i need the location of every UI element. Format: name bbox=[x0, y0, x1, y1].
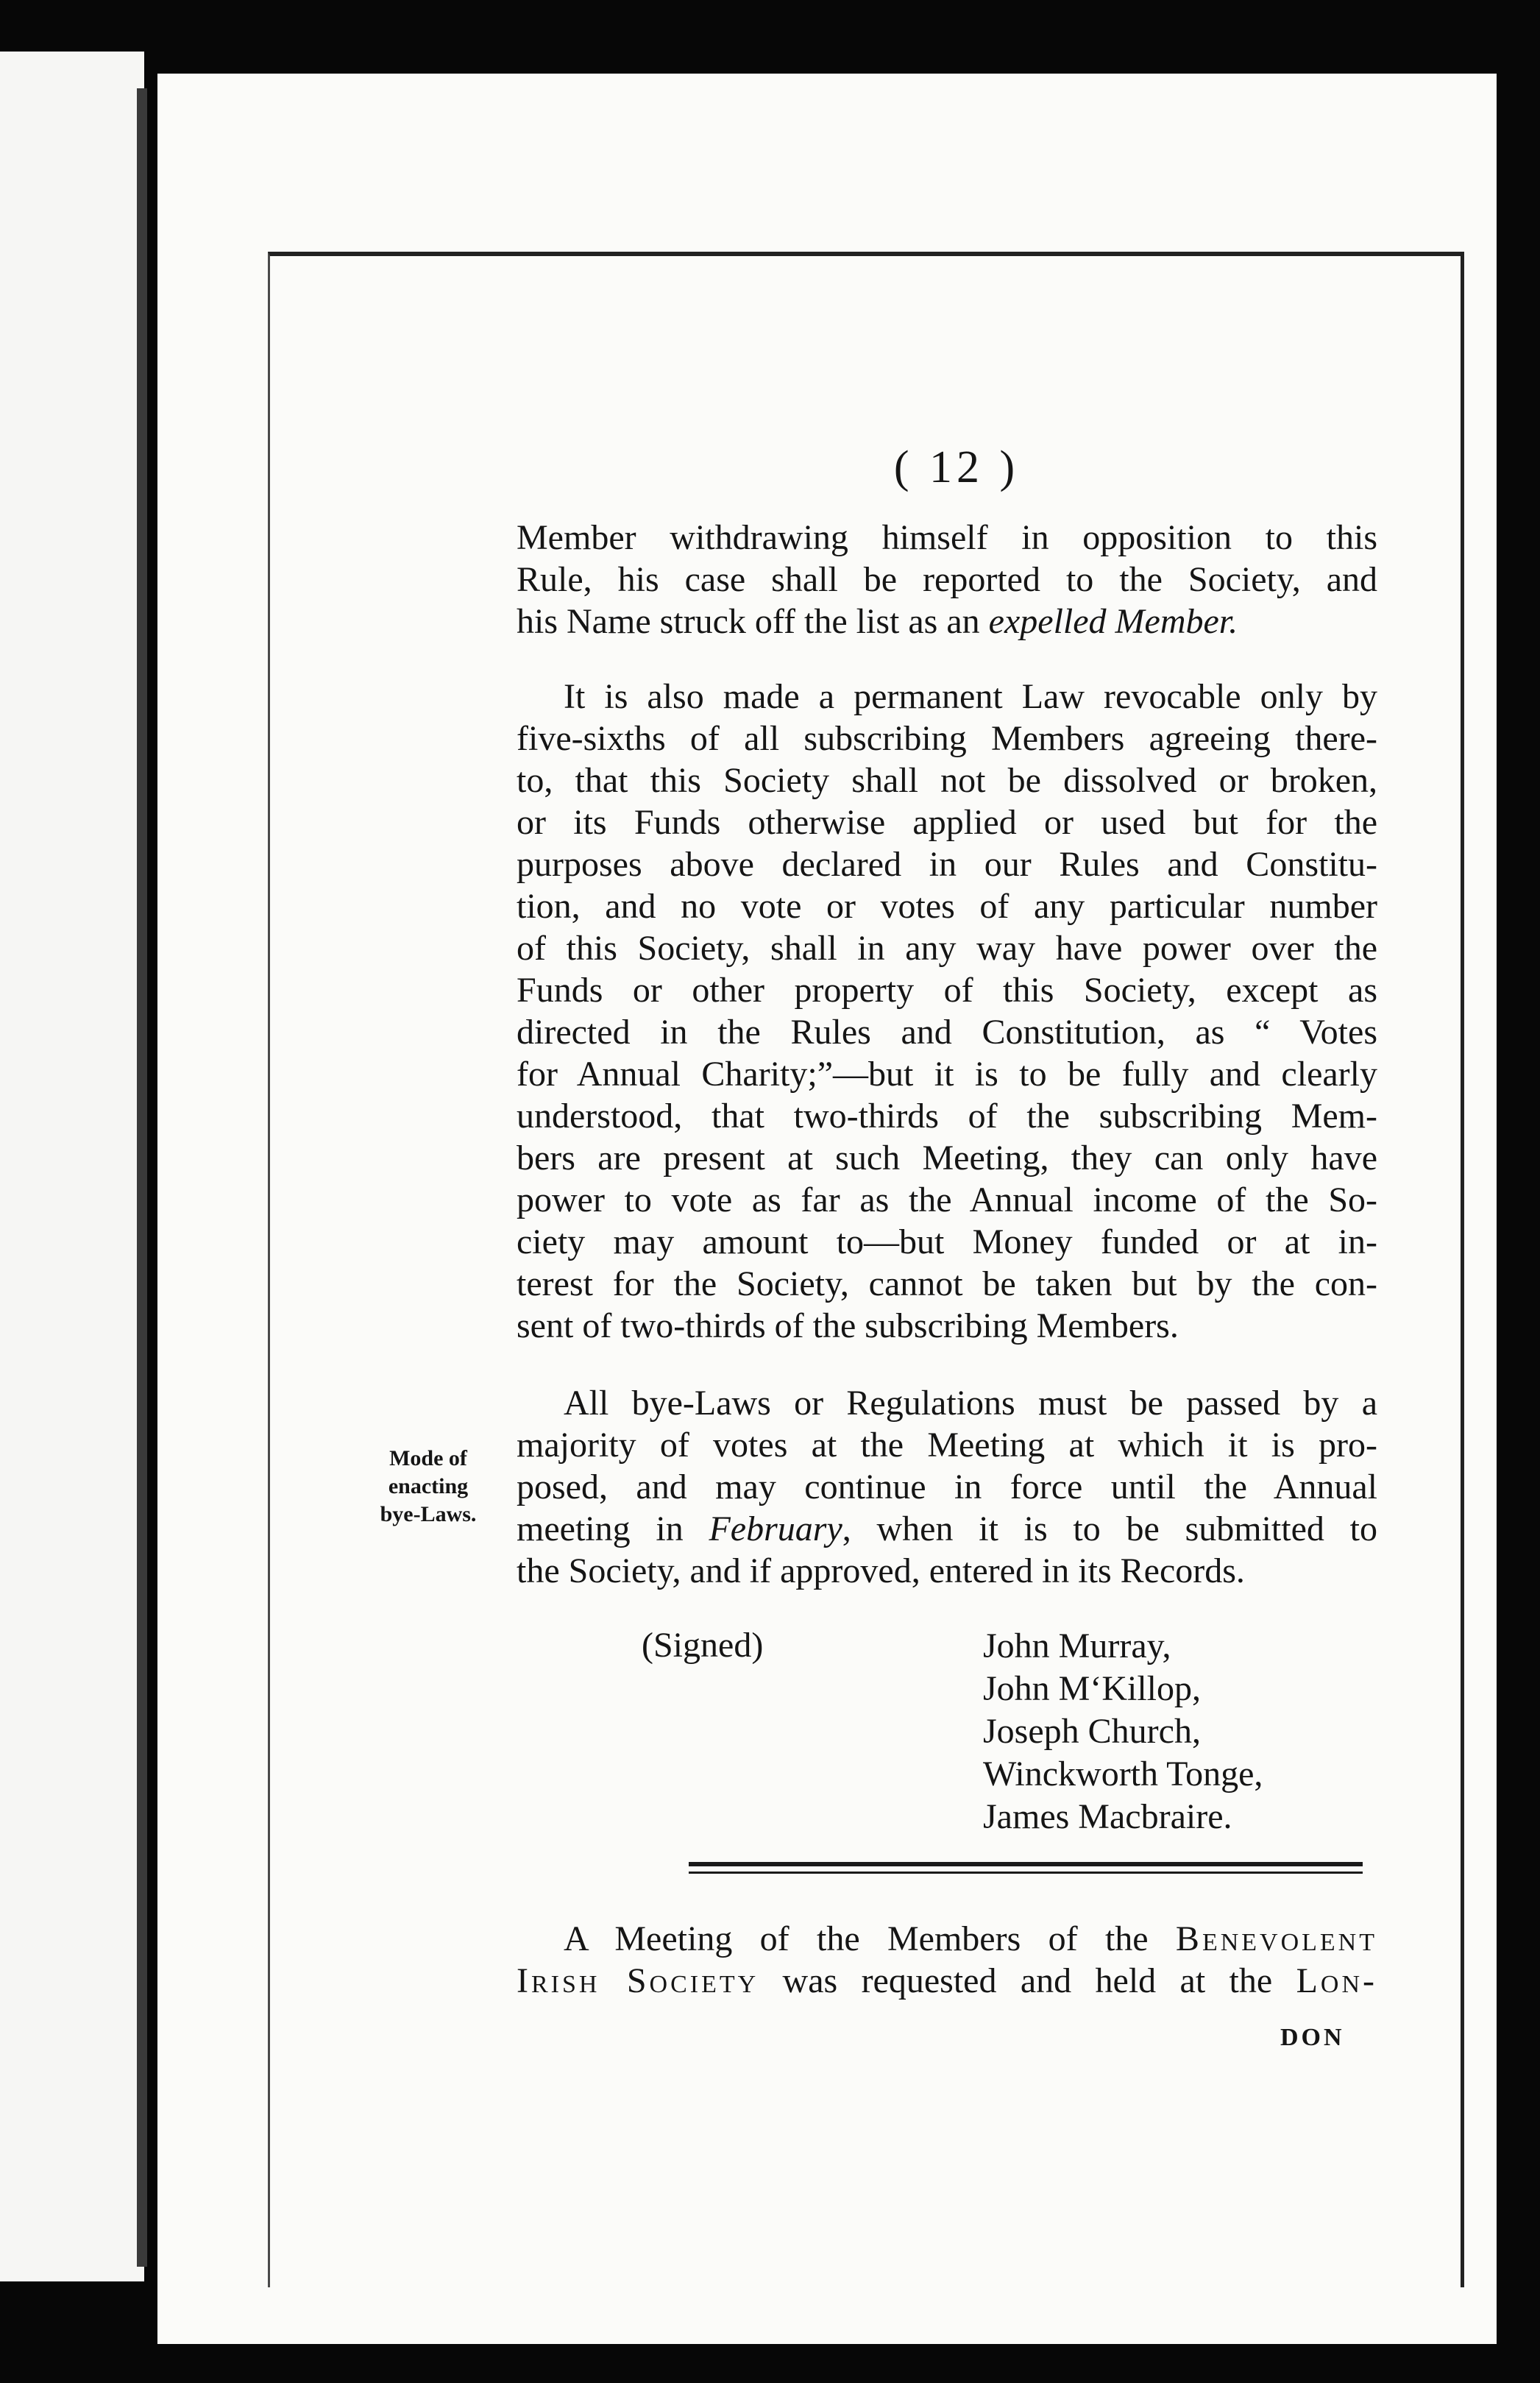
signatory: James Macbraire. bbox=[983, 1797, 1232, 1836]
text-line: Irish Society was requested and held at the Lon- bbox=[517, 1961, 1377, 2000]
paragraph-expulsion bbox=[517, 517, 1377, 642]
text-line: sent of two-thirds of the subscribing Members. bbox=[517, 1306, 1179, 1345]
section-divider bbox=[689, 1862, 1363, 1874]
text-line: meeting in February, when it is to be submitted to bbox=[517, 1509, 1378, 1548]
signatory: Joseph Church, bbox=[983, 1712, 1201, 1751]
signatory: John Murray, bbox=[983, 1626, 1171, 1665]
page-number: ( 12 ) bbox=[893, 442, 1020, 492]
text-line: Member withdrawing himself in opposition to this bbox=[517, 518, 1377, 557]
margin-note-line: Mode of bbox=[389, 1446, 467, 1470]
text-line: ciety may amount to—but Money funded or at in- bbox=[517, 1222, 1377, 1261]
text-line: for Annual Charity;”—but it is to be fully and clearly bbox=[517, 1055, 1377, 1094]
text-line: the Society, and if approved, entered in its Records. bbox=[517, 1551, 1245, 1590]
text-line: tion, and no vote or votes of any particular number bbox=[517, 887, 1377, 926]
text-line: to, that this Society shall not be dissolved or broken, bbox=[517, 761, 1377, 800]
signed-label: (Signed) bbox=[642, 1626, 764, 1665]
text-line: understood, that two-thirds of the subscribing Mem- bbox=[517, 1097, 1377, 1136]
text-line: terest for the Society, cannot be taken but by the con- bbox=[517, 1264, 1377, 1303]
text-line: It is also made a permanent Law revocable only by bbox=[564, 677, 1377, 716]
text-line: or its Funds otherwise applied or used but for the bbox=[517, 803, 1377, 842]
text-line: All bye-Laws or Regulations must be passed by a bbox=[564, 1384, 1377, 1423]
facing-page-edge bbox=[0, 52, 144, 2281]
paragraph-meeting bbox=[517, 1918, 1377, 2002]
text-line: bers are present at such Meeting, they can only have bbox=[517, 1139, 1377, 1178]
paragraph-permanent-law bbox=[517, 676, 1377, 1347]
margin-note-line: bye-Laws. bbox=[380, 1502, 477, 1526]
small-caps-text: Lon- bbox=[1296, 1961, 1377, 2000]
signatory-list bbox=[983, 1625, 1263, 1838]
text-line: Rule, his case shall be reported to the Society, and bbox=[517, 560, 1377, 599]
text-line: of this Society, shall in any way have power over the bbox=[517, 929, 1377, 968]
small-caps-text: Irish Society bbox=[517, 1961, 759, 2000]
italic-month: February bbox=[709, 1509, 842, 1548]
italic-phrase: expelled Member. bbox=[988, 602, 1238, 641]
paragraph-bye-laws bbox=[517, 1382, 1377, 1592]
catchword: DON bbox=[1280, 2024, 1345, 2051]
text-line: his Name struck off the list as an expelled Member. bbox=[517, 602, 1238, 641]
text-line: posed, and may continue in force until the Annual bbox=[517, 1467, 1377, 1506]
signatory: Winckworth Tonge, bbox=[983, 1755, 1263, 1794]
book-spine bbox=[137, 88, 147, 2267]
text-line: five-sixths of all subscribing Members agreeing there- bbox=[517, 719, 1377, 758]
margin-note-line: enacting bbox=[388, 1474, 469, 1498]
small-caps-text: Benevolent bbox=[1175, 1919, 1377, 1958]
text-line: Funds or other property of this Society, except as bbox=[517, 971, 1377, 1010]
text-line: power to vote as far as the Annual income of the So- bbox=[517, 1180, 1377, 1219]
margin-note bbox=[340, 1445, 517, 1529]
text-line: purposes above declared in our Rules and Constitu- bbox=[517, 845, 1377, 884]
signatory: John M‘Killop, bbox=[983, 1669, 1202, 1708]
text-line: A Meeting of the Members of the Benevolent bbox=[564, 1919, 1377, 1958]
text-line: majority of votes at the Meeting at which it is pro- bbox=[517, 1426, 1377, 1465]
text-line: directed in the Rules and Constitution, as “ Votes bbox=[517, 1013, 1377, 1052]
